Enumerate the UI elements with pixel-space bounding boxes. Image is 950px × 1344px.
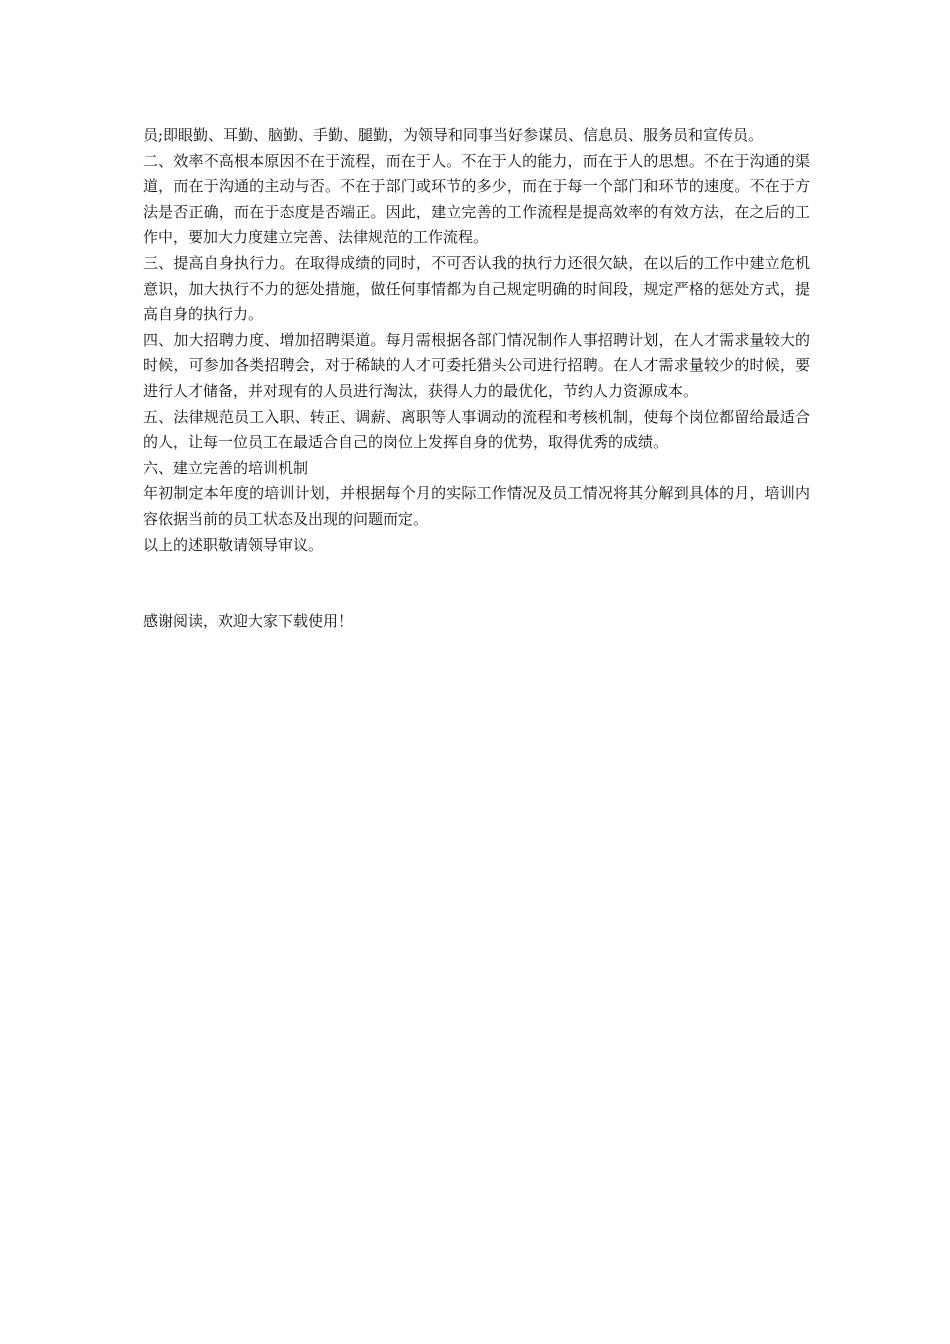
paragraph-execution: 三、提高自身执行力。在取得成绩的同时，不可否认我的执行力还很欠缺，在以后的工作中建立危机意识，加大执行不力的惩处措施，做任何事情都为自己规定明确的时间段，规定严格的惩处方式，提高自身的执行力。 bbox=[143, 253, 810, 324]
paragraph-efficiency: 二、效率不高根本原因不在于流程，而在于人。不在于人的能力，而在于人的思想。不在于沟通的渠道，而在于沟通的主动与否。不在于部门或环节的多少，而在于每一个部门和环节的速度。不在于方法是否正确，而在于态度是否端正。因此，建立完善的工作流程是提高效率的有效方法，在之后的工作中，要加大力度建立完善、法律规范的工作流程。 bbox=[143, 151, 810, 247]
paragraph-training-plan: 年初制定本年度的培训计划，并根据每个月的实际工作情况及员工情况将其分解到具体的月，培训内容依据当前的员工状态及出现的问题而定。 bbox=[143, 484, 810, 528]
closing-note: 感谢阅读，欢迎大家下载使用！ bbox=[143, 612, 354, 631]
paragraph-training-heading: 六、建立完善的培训机制 bbox=[143, 458, 309, 477]
paragraph-review-request: 以上的述职敬请领导审议。 bbox=[143, 535, 324, 554]
blank-space bbox=[143, 558, 810, 609]
paragraph-duties-continuation: 员;即眼勤、耳勤、脑勤、手勤、腿勤，为领导和同事当好参谋员、信息员、服务员和宣传员。 bbox=[143, 126, 764, 144]
paragraph-hr-process: 五、法律规范员工入职、转正、调薪、离职等人事调动的流程和考核机制，使每个岗位都留给最适合的人，让每一位员工在最适合自己的岗位上发挥自身的优势，取得优秀的成绩。 bbox=[143, 407, 810, 452]
paragraph-recruitment: 四、加大招聘力度、增加招聘渠道。每月需根据各部门情况制作人事招聘计划，在人才需求量较大的时候，可参加各类招聘会，对于稀缺的人才可委托猎头公司进行招聘。在人才需求量较少的时候，要进行人才储备，并对现有的人员进行淘汰，获得人力的最优化，节约人力资源成本。 bbox=[143, 330, 810, 400]
document-body bbox=[143, 123, 810, 635]
